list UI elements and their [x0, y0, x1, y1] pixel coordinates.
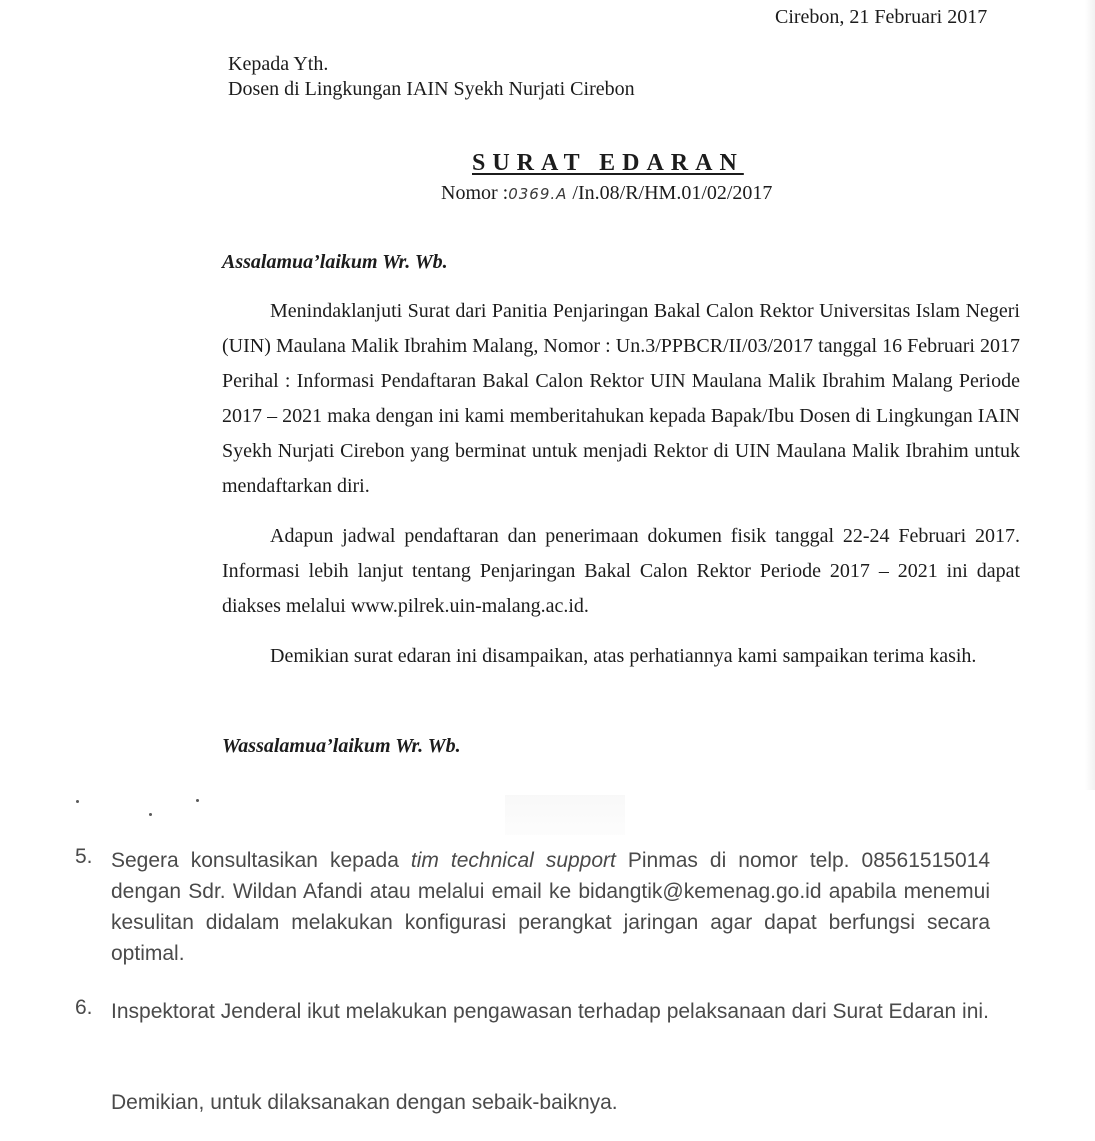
item-body [111, 845, 990, 969]
paragraph-1-text: Menindaklanjuti Surat dari Panitia Penjaringan Bakal Calon Rektor Universitas Islam Negeri (UIN) Maulana Malik Ibrahim Malang, Nomor : Un.3/PPBCR/II/03/2017 tanggal 16 Februari 2017 Perihal : Informasi Pendaftaran Bakal Calon Rektor UIN Maulana Malik Ibrahim Malang Periode 2017 – 2021 maka dengan ini kami memberitahukan kepada Bapak/Ibu Dosen di Lingkungan IAIN Syekh Nurjati Cirebon yang berminat untuk menjadi Rektor di UIN Maulana Malik Ibrahim untuk mendaftarkan diri. [222, 300, 1020, 497]
item-number: 6. [75, 996, 93, 1019]
paragraph-2-text: Adapun jadwal pendaftaran dan penerimaan dokumen fisik tanggal 22-24 Februari 2017. Informasi lebih lanjut tentang Penjaringan Bakal Calon Rektor Periode 2017 – 2021 ini dapat diakses melalui www.pilrek.uin-malang.ac.id. [222, 525, 1020, 617]
scan-speck [76, 800, 79, 803]
item-body: Inspektorat Jenderal ikut melakukan pengawasan terhadap pelaksanaan dari Surat Edaran ini. [111, 1000, 989, 1023]
scan-smudge [505, 795, 625, 835]
nomor-suffix: /In.08/R/HM.01/02/2017 [567, 182, 773, 204]
letter-title: SURAT EDARAN [472, 150, 744, 176]
item-5-text-before: Segera konsultasikan kepada [111, 849, 411, 872]
notice-item-6 [75, 996, 990, 1027]
paragraph-3-text: Demikian surat edaran ini disampaikan, atas perhatiannya kami sampaikan terima kasih. [270, 645, 977, 667]
paragraph-1 [222, 294, 1020, 504]
scan-speck [196, 799, 199, 802]
notice-item-5 [75, 845, 990, 969]
notice-closing: Demikian, untuk dilaksanakan dengan sebaik-baiknya. [111, 1091, 618, 1114]
item-5-text-italic: tim technical support [410, 849, 616, 872]
recipient: Dosen di Lingkungan IAIN Syekh Nurjati Cirebon [228, 78, 635, 100]
letter-date: Cirebon, 21 Februari 2017 [775, 6, 988, 28]
page-edge-shadow [1085, 0, 1095, 790]
item-number: 5. [75, 845, 93, 868]
letter-number [441, 182, 772, 205]
scan-speck [149, 813, 152, 816]
nomor-handwritten: 0369.A [508, 185, 568, 203]
closing-greeting: Wassalamua’laikum Wr. Wb. [222, 735, 461, 757]
opening-greeting: Assalamua’laikum Wr. Wb. [222, 251, 448, 273]
nomor-prefix: Nomor : [441, 182, 509, 204]
recipient-label: Kepada Yth. [228, 53, 329, 75]
paragraph-2 [222, 519, 1020, 624]
paragraph-3 [222, 639, 1020, 674]
item-5-text-after: Pinmas di nomor telp. 08561515014 dengan Sdr. Wildan Afandi atau melalui email ke bidangtik@kemenag.go.id apabila menemui kesulitan didalam melakukan konfigurasi perangkat jaringan agar dapat berfungsi secara optimal. [111, 849, 990, 965]
